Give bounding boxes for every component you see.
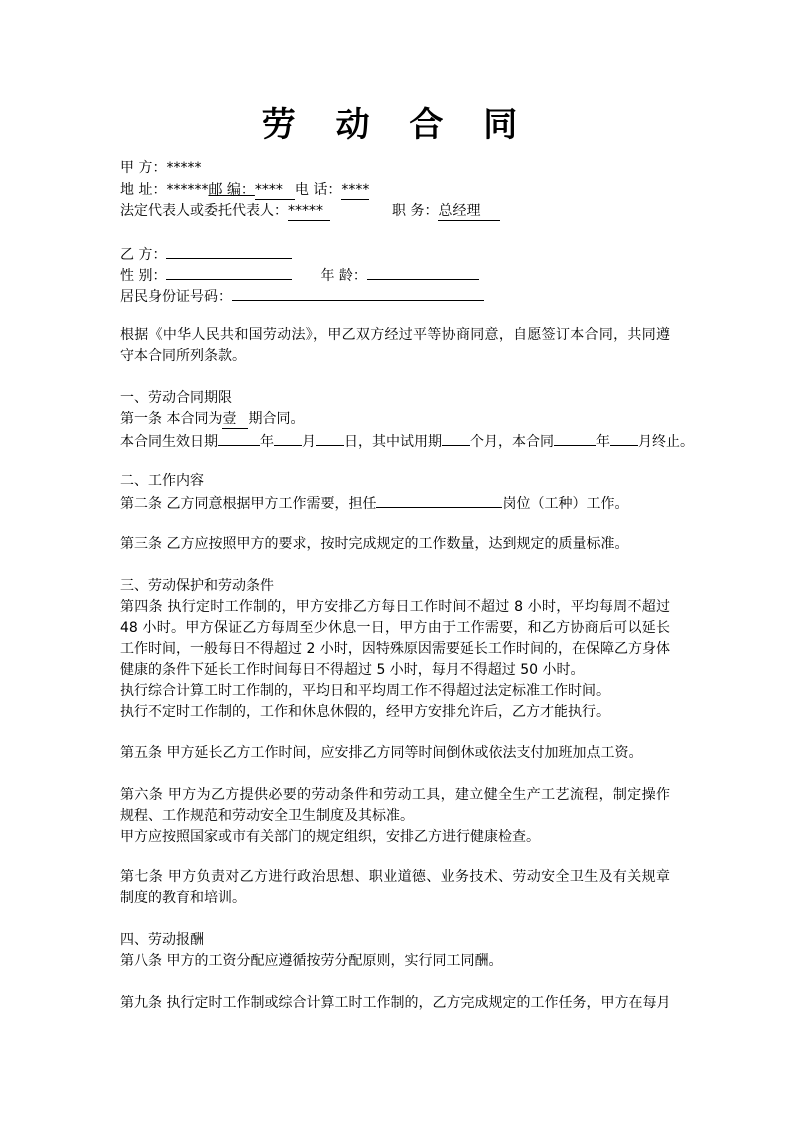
party-a-name-label: 甲 方： xyxy=(120,160,167,176)
party-b-id-blank[interactable] xyxy=(232,285,484,301)
article-2-suffix: 岗位（工种）工作。 xyxy=(502,496,629,512)
article-5: 第五条 甲方延长乙方工作时间，应安排乙方同等时间倒休或依法支付加班加点工资。 xyxy=(120,745,643,761)
term-month-label: 月 xyxy=(302,434,316,450)
section-3-heading: 三、劳动保护和劳动条件 xyxy=(120,578,274,594)
party-a-name-value: ***** xyxy=(166,160,202,176)
article-2-prefix: 第二条 乙方同意根据甲方工作需要，担任 xyxy=(120,496,377,512)
article-1-suffix: 期合同。 xyxy=(248,411,305,427)
document-title: 劳 动 合 同 xyxy=(261,105,532,145)
party-b-gender-label: 性 别： xyxy=(120,268,167,284)
party-b-name-blank[interactable] xyxy=(166,243,292,259)
party-b-id-label: 居民身份证号码： xyxy=(120,289,232,305)
article-3: 第三条 乙方应按照甲方的要求，按时完成规定的工作数量，达到规定的质量标准。 xyxy=(120,536,629,552)
article-4-paragraph-3: 执行不定时工作制的，工作和休息休假的，经甲方安排允许后，乙方才能执行。 xyxy=(120,704,610,720)
party-a-phone-label: 电 话： xyxy=(294,182,342,198)
party-a-rep-line xyxy=(120,201,500,222)
article-4: 第四条 执行定时工作制的，甲方安排乙方每日工作时间不超过 8 小时，平均每周不超过 48 小时。甲方保证乙方每周至少休息一日，甲方由于工作需要，和乙方协商后可以延长工作时间，一般每日不得超过 2 小时，因特殊原因需要延长工作时间的，在保障乙方身体健康的条件下延长工作时间每日不得超过 5 小时，每月不得超过 50 小时。 xyxy=(120,599,670,678)
party-a-position-value: 总经理 xyxy=(438,202,500,221)
term-start-year-blank[interactable] xyxy=(218,430,260,446)
article-9: 第九条 执行定时工作制或综合计算工时工作制的，乙方完成规定的工作任务，甲方在每月 xyxy=(120,995,671,1011)
party-a-address-label: 地 址： xyxy=(120,182,167,198)
term-year-label: 年 xyxy=(260,434,274,450)
article-1 xyxy=(120,409,304,430)
party-b-age-blank[interactable] xyxy=(367,264,479,280)
term-probation-blank[interactable] xyxy=(442,430,470,446)
article-4-paragraph-2: 执行综合计算工时工作制的，平均日和平均周工作不得超过法定标准工作时间。 xyxy=(120,683,610,699)
article-1-value: 壹 xyxy=(222,410,248,429)
party-b-age-label: 年 龄： xyxy=(320,268,367,284)
party-a-postcode-value: **** xyxy=(255,181,295,200)
party-a-address-value: ****** xyxy=(166,182,209,198)
term-end-month-label: 月终止。 xyxy=(638,434,694,450)
article-2-position-blank[interactable] xyxy=(376,492,502,508)
party-b-gender-age-line xyxy=(120,264,479,285)
section-2-heading: 二、工作内容 xyxy=(120,473,204,489)
party-a-rep-label: 法定代表人或委托代表人： xyxy=(120,203,288,219)
term-start-month-blank[interactable] xyxy=(274,430,302,446)
party-a-name-line xyxy=(120,158,201,179)
article-1-prefix: 第一条 本合同为 xyxy=(120,411,223,427)
party-b-gender-blank[interactable] xyxy=(166,264,292,280)
article-6-paragraph-2: 甲方应按照国家或市有关部门的规定组织，安排乙方进行健康检查。 xyxy=(120,829,540,845)
party-b-name-label: 乙 方： xyxy=(120,247,167,263)
party-a-rep-value: ***** xyxy=(288,202,330,221)
article-2 xyxy=(120,492,628,513)
term-end-year-label: 年 xyxy=(596,434,610,450)
term-end-month-blank[interactable] xyxy=(610,430,638,446)
term-end-year-blank[interactable] xyxy=(554,430,596,446)
party-b-name-line xyxy=(120,243,292,264)
term-end-label: 个月，本合同 xyxy=(470,434,554,450)
article-7: 第七条 甲方负责对乙方进行政治思想、职业道德、业务技术、劳动安全卫生及有关规章制度的教育和培训。 xyxy=(120,869,670,906)
contract-term-line xyxy=(120,430,694,451)
term-probation-label: 日，其中试用期 xyxy=(344,434,442,450)
section-4-heading: 四、劳动报酬 xyxy=(120,932,204,948)
party-b-id-line xyxy=(120,285,484,306)
party-a-address-line xyxy=(120,180,369,201)
section-1-heading: 一、劳动合同期限 xyxy=(120,390,232,406)
party-a-phone-value: **** xyxy=(341,182,370,198)
article-8: 第八条 甲方的工资分配应遵循按劳分配原则，实行同工同酬。 xyxy=(120,953,503,969)
term-start-label: 本合同生效日期 xyxy=(120,434,218,450)
party-a-position-label: 职 务： xyxy=(392,203,439,219)
preamble: 根据《中华人民共和国劳动法》，甲乙双方经过平等协商同意，自愿签订本合同，共同遵守本合同所列条款。 xyxy=(120,327,670,364)
term-start-day-blank[interactable] xyxy=(316,430,344,446)
party-a-postcode-label: 邮 编： xyxy=(208,182,255,198)
article-6: 第六条 甲方为乙方提供必要的劳动条件和劳动工具，建立健全生产工艺流程，制定操作规程、工作规范和劳动安全卫生制度及其标准。 xyxy=(120,787,670,824)
